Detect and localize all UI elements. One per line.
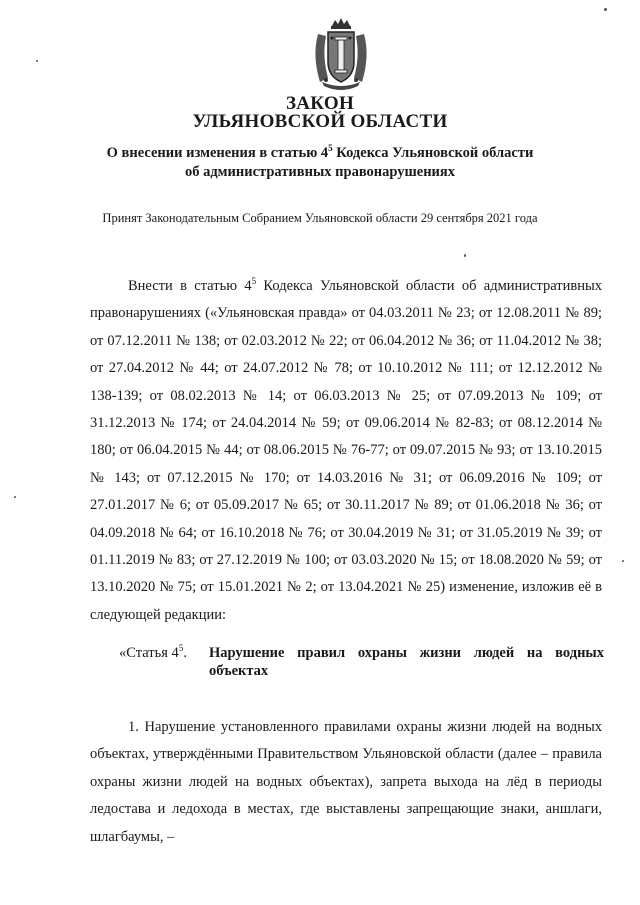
subtitle-text: О внесении изменения в статью 4	[106, 145, 329, 161]
article-label	[119, 644, 187, 662]
subtitle-line-1	[0, 144, 640, 163]
article-label-superscript: 5	[178, 643, 184, 654]
article-label-dot: .	[183, 645, 187, 661]
article-title: Нарушение правил охраны жизни людей на водных объектах	[209, 645, 604, 679]
law-title: ЗАКОН	[285, 93, 355, 114]
adoption-note: Принят Законодательным Собранием Ульяновской области 29 сентября 2021 года	[102, 211, 538, 225]
subtitle-text-post: Кодекса Ульяновской области	[332, 145, 534, 161]
intro-text: Внести в статью 4	[128, 278, 252, 294]
scan-speck	[464, 254, 466, 257]
scan-speck	[14, 496, 16, 498]
subtitle-superscript: 5	[328, 143, 333, 154]
intro-paragraph	[90, 273, 602, 629]
subtitle-line-2: об административных правонарушениях	[184, 164, 456, 180]
law-subtitle	[0, 144, 640, 182]
scan-speck	[36, 60, 38, 62]
intro-text-post: Кодекса Ульяновской области об административных правонарушениях («Ульяновская правда» от 04.03.2011 № 23; от 12.08.2011 № 89; от 07.12.2011 № 138; от 02.03.2012 № 22; от 06.04.2012 № 36; от 11.04.2012 № 38; от 27.04.2012 № 44; от 24.07.2012 № 78; от 10.10.2012 № 111; от 12.12.2012 № 138-139; от 08.02.2013 № 14; от 06.03.2013 № 25; от 07.09.2013 № 109; от 31.12.2013 № 174; от 24.04.2014 № 59; от 09.06.2014 № 82-83; от 08.12.2014 № 180; от 06.04.2015 № 44; от 08.06.2015 № 76-77; от 09.07.2015 № 93; от 13.10.2015 № 143; от 07.12.2015 № 170; от 14.03.2016 № 31; от 06.09.2016 № 109; от 27.01.2017 № 6; от 05.09.2017 № 65; от 30.11.2017 № 89; от 01.06.2018 № 36; от 04.09.2018 № 64; от 16.10.2018 № 76; от 30.04.2019 № 31; от 31.05.2019 № 39; от 01.11.2019 № 83; от 27.12.2019 № 100; от 03.03.2020 № 15; от 18.08.2020 № 59; от 13.10.2020 № 75; от 15.01.2021 № 2; от 13.04.2021 № 25) изменение, изложив её в следующей редакции:	[90, 278, 602, 623]
point-1-paragraph: 1. Нарушение установленного правилами охраны жизни людей на водных объектах, утверждёнными Правительством Ульяновской области (далее – правила охраны жизни людей на водных объектах), запрета выхода на лёд в периоды ледостава и ледохода в местах, где выставлены запрещающие знаки, аншлаги, шлагбаумы, –	[90, 719, 602, 845]
region-title: УЛЬЯНОВСКОЙ ОБЛАСТИ	[192, 111, 448, 132]
intro-superscript: 5	[251, 276, 257, 287]
scan-speck	[622, 560, 624, 562]
scan-speck	[604, 8, 607, 11]
article-label-text: «Статья 4	[119, 645, 179, 661]
coat-of-arms-icon	[308, 16, 374, 92]
